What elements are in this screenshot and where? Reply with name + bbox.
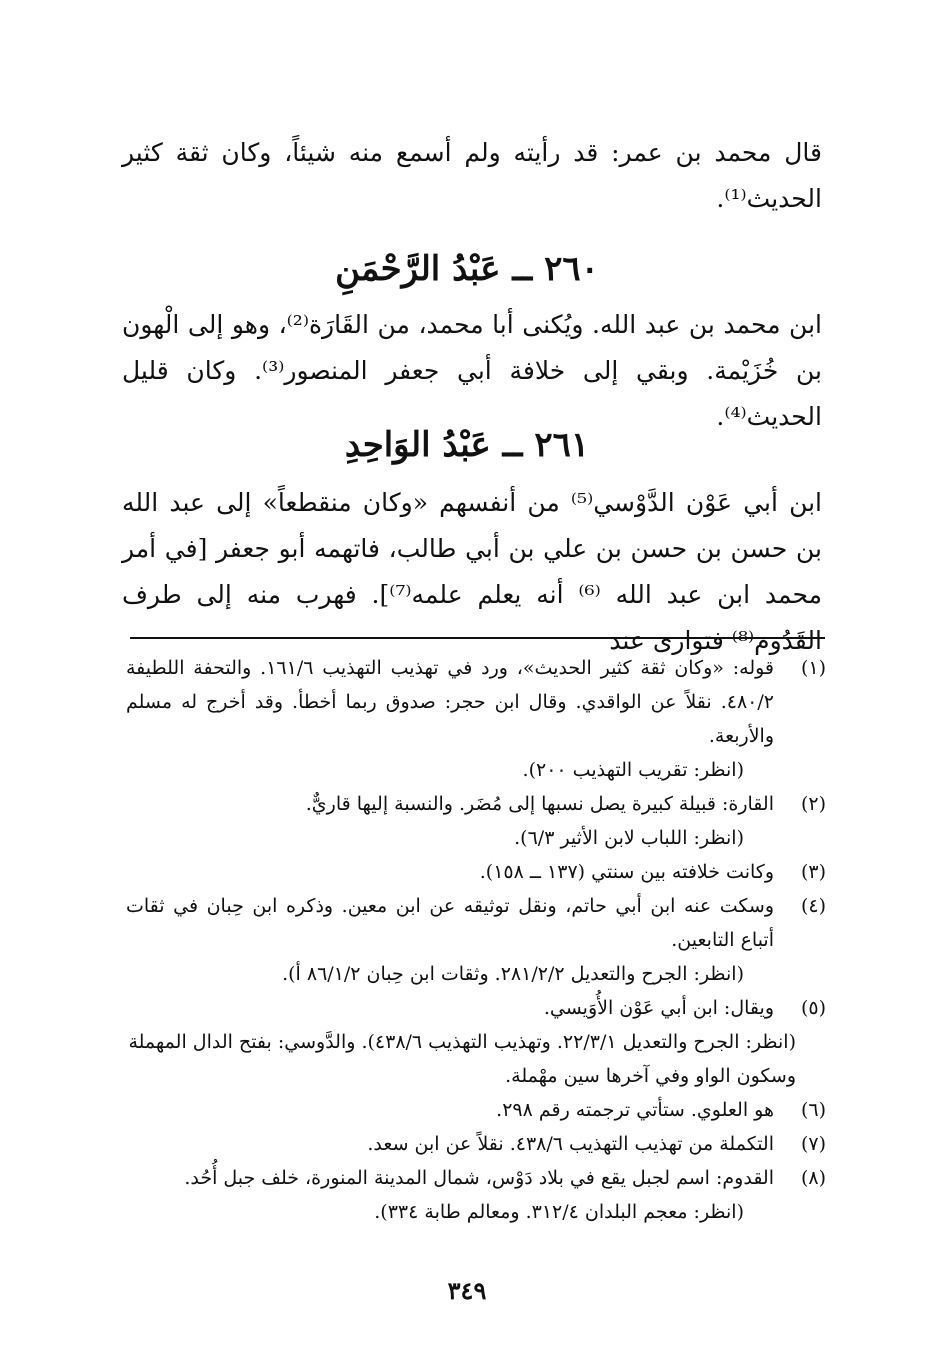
footnote-reference: (انظر: الجرح والتعديل ٢٢/٣/١. وتهذيب التهذيب ٤٣٨/٦). والدَّوسي: بفتح الدال المهملة وسكون الواو وفي آخرها سين مهْملة. xyxy=(128,1031,796,1087)
footnote-3 xyxy=(126,855,826,889)
footnote-text: القارة: قبيلة كبيرة يصل نسبها إلى مُضَر. والنسبة إليها قاريٌّ. xyxy=(305,793,774,815)
footnote-reference: (انظر: الجرح والتعديل ٢٨١/٢/٢. وثقات ابن حِبان ٨٦/١/٢ أ). xyxy=(282,963,744,985)
footnote-4 xyxy=(126,889,826,957)
footnote-text: قوله: «وكان ثقة كثير الحديث»، ورد في تهذيب التهذيب ١٦١/٦. والتحفة اللطيفة ٤٨٠/٢. نقلاً عن الواقدي. وقال ابن حجر: صدوق ربما أخطأ. وقد أخرج له مسلم والأربعة. xyxy=(126,657,775,747)
footnote-reference: (انظر: تقريب التهذيب ٢٠٠). xyxy=(522,759,744,781)
footnote-5 xyxy=(126,991,826,1025)
footnote-text: وكانت خلافته بين سنتي (١٣٧ ــ ١٥٨). xyxy=(479,861,774,883)
footnote-number: (٨) xyxy=(800,1167,826,1189)
footnote-2 xyxy=(126,787,826,821)
entry-261-paragraph: ابن أبي عَوْن الدَّوْسي⁽⁵⁾ من أنفسهم «وكان منقطعاً» إلى عبد الله بن حسن بن حسن بن علي بن أبي طالب، فاتهمه أبو جعفر [في أمر محمد ابن عبد الله ⁽⁶⁾ أنه يعلم علمه⁽⁷⁾]. فهرب منه إلى طرف القَدُوم⁽⁸⁾ فتوارى عند xyxy=(122,488,823,655)
page-number: ٣٤٩ xyxy=(447,1276,487,1305)
footnote-number: (٤) xyxy=(800,895,826,917)
footnote-text: التكملة من تهذيب التهذيب ٤٣٨/٦. نقلاً عن ابن سعد. xyxy=(367,1133,774,1155)
footnote-text: وسكت عنه ابن أبي حاتم، ونقل توثيقه عن ابن معين. وذكره ابن حِبان في ثقات أتباع التابعين. xyxy=(126,895,774,951)
footnote-reference: (انظر: اللباب لابن الأثير ٦/٣). xyxy=(514,827,744,849)
footnote-text: ويقال: ابن أبي عَوْن الأُوَيسي. xyxy=(543,997,774,1019)
entry-261-heading: ٢٦١ ــ عَبْدُ الوَاحِدِ xyxy=(344,425,590,465)
entry-260-heading: ٢٦٠ ــ عَبْدُ الرَّحْمَنِ xyxy=(335,249,599,289)
footnote-number: (٦) xyxy=(800,1099,826,1121)
footnotes xyxy=(126,651,826,1229)
footnote-reference: (انظر: معجم البلدان ٣١٢/٤. ومعالم طابة ٣٣٤). xyxy=(374,1201,744,1223)
footnote-7 xyxy=(126,1127,826,1161)
intro-paragraph: قال محمد بن عمر: قد رأيته ولم أسمع منه شيئاً، وكان ثقة كثير الحديث⁽¹⁾. xyxy=(122,138,822,213)
footnote-number: (٣) xyxy=(800,861,826,883)
footnote-number: (٥) xyxy=(800,997,826,1019)
footnote-number: (٢) xyxy=(800,793,826,815)
footnote-text: هو العلوي. ستأتي ترجمته رقم ٢٩٨. xyxy=(496,1099,774,1121)
footnote-8 xyxy=(126,1161,826,1195)
footnote-text: القدوم: اسم لجبل يقع في بلاد دَوْس، شمال المدينة المنورة، خلف جبل أُحُد. xyxy=(184,1167,774,1189)
footnote-number: (٧) xyxy=(800,1133,826,1155)
footnote-6 xyxy=(126,1093,826,1127)
footnote-1 xyxy=(126,651,826,753)
footnote-number: (١) xyxy=(800,657,826,679)
footnote-separator xyxy=(130,637,825,639)
entry-260-paragraph: ابن محمد بن عبد الله. ويُكنى أبا محمد، من القَارَة⁽²⁾، وهو إلى الْهون بن خُزَيْمة. وبقي إلى خلافة أبي جعفر المنصور⁽³⁾. وكان قليل الحديث⁽⁴⁾. xyxy=(122,310,822,431)
